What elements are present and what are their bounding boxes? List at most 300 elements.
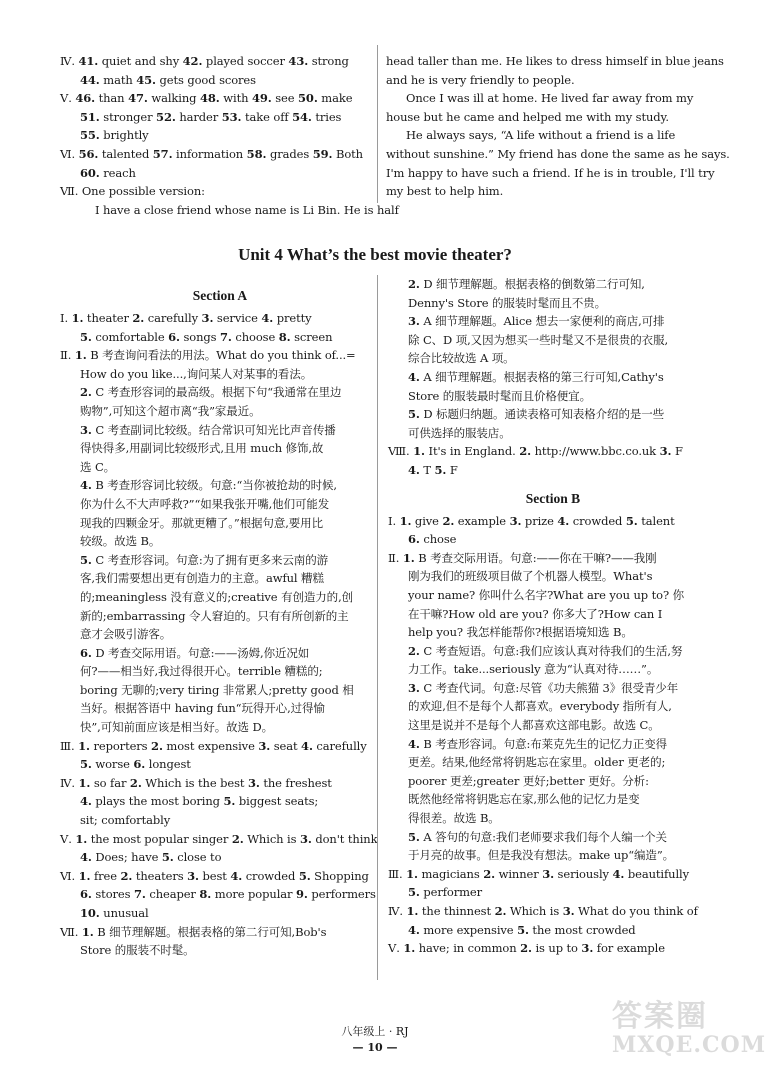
answer-line <box>388 405 718 424</box>
answer-line <box>388 424 718 443</box>
answer-line <box>388 921 718 940</box>
item-number: 41. <box>78 54 99 68</box>
item-number: 2. <box>520 941 532 956</box>
answer-line <box>60 792 380 811</box>
item-number: 6. <box>80 887 92 902</box>
answer-line <box>60 830 380 849</box>
item-number: 54. <box>292 109 312 124</box>
answer-text: talent <box>637 513 675 528</box>
answer-line <box>60 328 380 347</box>
essay-line: and he is very friendly to people. <box>386 72 575 87</box>
item-number: 8. <box>199 887 212 902</box>
answer-text: screen <box>290 329 333 344</box>
item-number: 46. <box>75 91 96 106</box>
item-number: 4. <box>80 850 92 865</box>
watermark-line1: 答案圈 <box>612 999 708 1034</box>
answer-line <box>388 660 718 679</box>
answer-text: prize <box>521 513 558 528</box>
answer-text: Which is the best <box>141 775 248 790</box>
item-number: 3. <box>247 775 260 790</box>
answer-line <box>388 530 718 549</box>
answer-text: harder <box>175 109 222 124</box>
answer-text: close to <box>173 850 222 865</box>
item-number: 2. <box>442 513 455 528</box>
item-number: 56. <box>78 146 99 161</box>
answer-text: B 细节理解题。根据表格的第二行可知,Bob's <box>93 924 327 939</box>
item-number: 57. <box>152 146 173 161</box>
answer-text: the most crowded <box>528 922 636 937</box>
item-number: 3. <box>80 422 92 437</box>
answer-text: http://www.bbc.co.uk <box>531 444 660 459</box>
answer-text: gets good scores <box>155 72 256 87</box>
item-number: 10. <box>80 906 100 920</box>
answer-text: winner <box>495 866 543 881</box>
item-number: 3. <box>581 941 594 956</box>
answer-line <box>388 442 718 461</box>
item-number: 4. <box>80 794 92 809</box>
answer-text: Ⅶ. One possible version: <box>60 184 205 199</box>
answer-line <box>388 549 718 568</box>
essay-line: I'm happy to have such a friend. If he is in trouble, I'll try <box>386 165 715 180</box>
answer-text: Ⅰ. <box>388 513 400 528</box>
answer-text: 当好。根据答语中 having fun“玩得开心,过得愉 <box>80 701 325 716</box>
item-number: 1. <box>75 831 88 846</box>
item-number: 6. <box>80 645 92 660</box>
answer-text: strong <box>308 54 349 68</box>
answer-text: 购物”,可知这个超市离“我”家最近。 <box>80 403 261 418</box>
answer-text: free <box>90 868 121 883</box>
answer-text: 得快得多,用副词比较级形式,且用 much 修饰,故 <box>80 441 324 456</box>
item-number: 5. <box>80 552 92 567</box>
answer-text: your name? 你叫什么名字?What are you up to? 你 <box>408 587 684 602</box>
answer-line <box>388 679 718 698</box>
answer-line <box>60 439 380 458</box>
answer-text: B 考查形容词比较级。句意:“当你被抢劫的时候, <box>91 478 337 493</box>
answer-line <box>60 904 380 923</box>
item-number: 5. <box>408 885 420 900</box>
answer-text: A 答句的句意:我们老师要求我们每个人编一个关 <box>419 829 667 844</box>
answer-line <box>60 346 380 365</box>
answer-text: 的欢迎,但不是每个人都喜欢。everybody 指所有人, <box>408 699 672 714</box>
item-number: 59. <box>312 146 333 161</box>
answer-text: than <box>95 91 129 106</box>
answer-line <box>388 883 718 902</box>
answer-line <box>60 718 380 737</box>
item-number: 1. <box>402 550 415 565</box>
item-number: 1. <box>71 311 84 325</box>
answer-text: Ⅳ. <box>60 775 79 790</box>
item-number: 1. <box>78 738 90 753</box>
answer-text: poorer 更差;greater 更好;better 更好。分析: <box>408 773 649 788</box>
answer-text: best <box>198 868 231 883</box>
answer-text: 新的;embarrassing 令人窘迫的。只有有所创新的主 <box>80 608 349 623</box>
answer-text: talented <box>98 146 153 161</box>
answer-text: the most popular singer <box>87 831 232 846</box>
watermark-logo <box>612 999 766 1061</box>
answer-line <box>60 737 380 756</box>
essay-line: head taller than me. He likes to dress himself in blue jeans <box>386 54 724 68</box>
answer-text: tries <box>311 109 342 124</box>
answer-text: C 考查短语。句意:我们应该认真对待我们的生活,努 <box>419 643 683 658</box>
item-number: 1. <box>413 444 425 459</box>
answer-text: 何?——相当好,我过得很开心。terrible 糟糕的; <box>80 664 323 679</box>
essay-line: my best to help him. <box>386 184 504 199</box>
answer-line <box>60 755 380 774</box>
answer-line <box>60 867 380 886</box>
item-number: 1. <box>74 348 87 363</box>
answer-line <box>60 532 380 551</box>
answer-text: 于月亮的故事。但是我没有想法。make up“编造”。 <box>408 848 675 863</box>
answer-line <box>388 716 718 735</box>
answer-text: Ⅲ. <box>60 738 79 753</box>
answer-text: Ⅱ. <box>60 348 75 363</box>
top-column-divider <box>377 45 378 203</box>
answer-line <box>60 662 380 681</box>
item-number: 4. <box>408 736 420 751</box>
answer-line <box>388 312 718 331</box>
answer-line <box>60 923 380 942</box>
item-number: 4. <box>301 738 313 753</box>
top-left-column <box>60 52 399 219</box>
answer-text: 得很差。故选 B。 <box>408 811 500 826</box>
answer-text: C 考查代词。句意:尽管《功夫熊猫 3》很受青少年 <box>419 680 679 695</box>
answer-line <box>388 790 718 809</box>
answer-line <box>60 551 380 570</box>
item-number: 3. <box>509 513 522 528</box>
answer-line <box>388 697 718 716</box>
item-number: 2. <box>132 311 145 325</box>
answer-text: 在干嘛?How old are you? 你多大了?How can I <box>408 606 663 621</box>
answer-line <box>388 368 718 387</box>
answer-line <box>388 512 718 531</box>
answer-text: seat <box>270 738 302 753</box>
answer-text: Ⅵ. <box>60 868 79 883</box>
item-number: 2. <box>231 831 244 846</box>
item-number: 51. <box>80 109 100 124</box>
answer-text: crowded <box>242 868 299 883</box>
essay-line: house but he came and helped me with my study. <box>386 109 669 124</box>
item-number: 3. <box>187 868 199 883</box>
answer-text: choose <box>231 329 279 344</box>
answer-text: math <box>99 72 137 87</box>
watermark-line2: MXQE.COM <box>612 1032 766 1058</box>
answer-text: 更差。结果,他经常将钥匙忘在家里。older 更老的; <box>408 755 666 770</box>
answer-line <box>60 108 380 127</box>
answer-text: C 考查形容词的最高级。根据下句“我通常在里边 <box>91 385 342 400</box>
answer-text: 现我的四颗金牙。那就更糟了。”根据句意,要用比 <box>80 515 323 530</box>
answer-line <box>60 514 380 533</box>
answer-line <box>388 461 718 480</box>
answer-text: D 细节理解题。根据表格的倒数第二行可知, <box>419 277 645 291</box>
answer-line <box>388 387 718 406</box>
answer-line <box>388 294 718 313</box>
answer-text: songs <box>179 329 221 344</box>
answer-text: Which is <box>243 831 300 846</box>
answer-text: seriously <box>554 866 613 881</box>
answer-text: Ⅴ. <box>388 941 404 956</box>
item-number: 48. <box>200 91 220 106</box>
section-b-answers <box>388 512 718 958</box>
answer-text: Ⅶ. <box>60 924 82 939</box>
item-number: 5. <box>80 757 92 772</box>
answer-text: Ⅷ. <box>388 444 414 459</box>
answer-line <box>388 753 718 772</box>
answer-line <box>388 865 718 884</box>
item-number: 5. <box>161 850 174 865</box>
item-number: 2. <box>151 738 163 753</box>
answer-text: plays the most boring <box>91 794 224 809</box>
answer-line <box>60 126 380 145</box>
answer-text: Ⅳ. <box>388 904 407 918</box>
answer-line <box>388 605 718 624</box>
answer-text: with <box>219 91 252 106</box>
item-number: 7. <box>220 329 232 344</box>
answer-text: C 考查形容词。句意:为了拥有更多来云南的游 <box>91 552 328 567</box>
item-number: 6. <box>408 532 420 547</box>
footer-page-number: — 10 — <box>352 1041 398 1054</box>
answer-text: for example <box>593 941 665 956</box>
answer-line <box>388 623 718 642</box>
answer-text: F <box>671 444 683 459</box>
essay-line: He always says, “A life without a friend is a life <box>406 128 676 143</box>
answer-line <box>60 89 380 108</box>
answer-text: T <box>419 462 435 477</box>
answer-text: grades <box>266 146 313 161</box>
answer-text: 既然他经常将钥匙忘在家,那么他的记忆力是变 <box>408 792 640 807</box>
answer-text: biggest seats; <box>235 794 319 809</box>
answer-text: 较级。故选 B。 <box>80 534 161 549</box>
answer-line <box>60 495 380 514</box>
answer-line <box>388 902 718 921</box>
answer-text: stores <box>91 887 134 902</box>
item-number: 3. <box>201 311 214 325</box>
essay-line: without sunshine.” My friend has done the same as he says. <box>386 146 730 161</box>
answer-text: unusual <box>99 906 149 920</box>
item-number: 5. <box>298 868 311 883</box>
item-number: 5. <box>408 829 420 844</box>
answer-text: worse <box>91 757 134 772</box>
answer-line <box>60 941 380 960</box>
section-a-continued-answers <box>388 275 718 480</box>
answer-text: 可供选择的服装店。 <box>408 425 511 440</box>
answer-text: quiet and shy <box>98 54 183 68</box>
answer-text: Store 的服装不时髦。 <box>80 943 195 958</box>
answer-text: performer <box>419 885 483 900</box>
answer-text: A 细节理解题。根据表格的第三行可知,Cathy's <box>419 369 664 384</box>
answer-text: more popular <box>211 887 296 902</box>
item-number: 2. <box>483 866 496 881</box>
answer-text: Store 的服装最时髦而且价格便宜。 <box>408 388 591 403</box>
answer-text: 刚为我们的班级项目做了个机器人模型。What's <box>408 569 653 584</box>
item-number: 6. <box>133 757 146 772</box>
answer-text: carefully <box>144 311 202 325</box>
item-number: 3. <box>659 444 672 459</box>
answer-text: It's in England. <box>424 444 520 459</box>
answer-text: B 考查交际用语。句意:——你在干嘛?——我刚 <box>414 550 657 565</box>
answer-text: service <box>213 311 262 325</box>
answer-line <box>60 421 380 440</box>
item-number: 2. <box>120 868 133 883</box>
item-number: 53. <box>221 109 242 124</box>
answer-text: walking <box>147 91 200 106</box>
item-number: 5. <box>434 462 447 477</box>
answer-text: Ⅴ. <box>60 91 76 106</box>
item-number: 47. <box>128 91 148 106</box>
answer-line <box>388 586 718 605</box>
answer-line <box>388 642 718 661</box>
answer-text: sit; comfortably <box>80 813 171 828</box>
answer-text: example <box>454 513 510 528</box>
item-number: 42. <box>182 54 203 68</box>
answer-text: so far <box>90 775 130 790</box>
answer-text: 选 C。 <box>80 459 116 474</box>
item-number: 2. <box>494 904 507 918</box>
answer-line <box>60 52 380 71</box>
answer-text: Ⅲ. <box>388 866 407 881</box>
answer-line <box>388 772 718 791</box>
answer-text: D 考查交际用语。句意:——汤姆,你近况如 <box>91 645 310 660</box>
answer-text: crowded <box>569 513 626 528</box>
answer-text: have; in common <box>415 941 521 956</box>
answer-text: reporters <box>89 738 152 753</box>
answer-text: chose <box>419 532 457 547</box>
item-number: 9. <box>296 887 308 902</box>
answer-text: F <box>446 462 458 477</box>
item-number: 2. <box>129 775 142 790</box>
item-number: 1. <box>406 866 418 881</box>
answer-line <box>60 885 380 904</box>
answer-text: theaters <box>132 868 188 883</box>
answer-text: beautifully <box>624 866 690 881</box>
answer-line <box>60 644 380 663</box>
answer-text: Which is <box>506 904 563 918</box>
answer-text: the freshest <box>259 775 332 790</box>
answer-line <box>60 402 380 421</box>
answer-text: Both <box>332 146 363 161</box>
item-number: 4. <box>230 868 243 883</box>
item-number: 58. <box>246 146 267 161</box>
answer-text: Ⅳ. <box>60 54 79 68</box>
answer-text: played soccer <box>202 54 289 68</box>
item-number: 2. <box>519 444 532 459</box>
answer-line <box>60 201 399 220</box>
item-number: 4. <box>261 311 274 325</box>
answer-text: Ⅵ. <box>60 146 79 161</box>
answer-text: 快”,可知前面应该是相当好。故选 D。 <box>80 720 274 735</box>
answer-line <box>60 811 380 830</box>
item-number: 7. <box>133 887 146 902</box>
answer-text: pretty <box>273 311 312 325</box>
answer-line <box>60 476 380 495</box>
item-number: 3. <box>542 866 554 881</box>
section-a-answers <box>60 309 380 960</box>
answer-line <box>60 569 380 588</box>
answer-text: Ⅰ. <box>60 311 72 325</box>
answer-text: Does; have <box>91 850 162 865</box>
answer-text: 这里是说并不是每个人都喜欢这部电影。故选 C。 <box>408 718 660 733</box>
answer-line <box>388 939 718 958</box>
section-a-title: Section A <box>192 288 248 303</box>
answer-text: How do you like...,询问某人对某事的看法。 <box>80 366 313 381</box>
answer-text: B 考查形容词。句意:布莱克先生的记忆力正变得 <box>419 736 668 751</box>
answer-text: give <box>411 513 443 528</box>
answer-line <box>60 164 380 183</box>
answer-text: 的;meaningless 没有意义的;creative 有创造力的,创 <box>80 589 354 604</box>
top-right-column <box>386 52 730 201</box>
right-column <box>388 275 718 958</box>
answer-text: magicians <box>417 866 484 881</box>
item-number: 43. <box>288 54 309 68</box>
answer-line <box>60 458 380 477</box>
item-number: 52. <box>156 109 176 124</box>
answer-text: take off <box>241 109 293 124</box>
answer-text: 意才会吸引游客。 <box>80 627 172 642</box>
answer-text: A 细节理解题。Alice 想去一家便利的商店,可排 <box>419 314 665 329</box>
item-number: 8. <box>278 329 291 344</box>
answer-text: more expensive <box>419 922 518 937</box>
footer-grade: 八年级上 · RJ <box>341 1025 409 1038</box>
item-number: 50. <box>298 91 318 106</box>
answer-text: most expensive <box>162 738 259 753</box>
answer-text: What do you think of <box>574 904 698 918</box>
main-column-divider <box>377 275 378 980</box>
answer-line <box>60 681 380 700</box>
answer-text: 综合比较故选 A 项。 <box>408 351 515 366</box>
answer-line <box>60 848 380 867</box>
answer-line <box>60 588 380 607</box>
item-number: 49. <box>251 91 272 106</box>
item-number: 5. <box>625 513 638 528</box>
item-number: 4. <box>80 478 92 493</box>
item-number: 1. <box>403 941 416 956</box>
answer-text: is up to <box>531 941 582 956</box>
answer-text: don't think <box>311 831 378 846</box>
item-number: 1. <box>78 868 91 883</box>
answer-text: reach <box>99 165 136 180</box>
item-number: 1. <box>81 924 94 939</box>
answer-text: Denny's Store 的服装时髦而且不贵。 <box>408 295 607 310</box>
answer-text: B 考查询问看法的用法。What do you think of...= <box>86 348 356 363</box>
answer-text: see <box>271 91 299 106</box>
item-number: 6. <box>168 329 180 344</box>
answer-line <box>60 607 380 626</box>
answer-text: performers <box>307 887 376 902</box>
answer-line <box>388 846 718 865</box>
answer-text: cheaper <box>145 887 200 902</box>
item-number: 1. <box>406 904 419 918</box>
item-number: 3. <box>258 738 271 753</box>
item-number: 4. <box>612 866 625 881</box>
answer-line <box>388 735 718 754</box>
item-number: 3. <box>562 904 575 918</box>
answer-line <box>388 809 718 828</box>
answer-text: make <box>317 91 353 106</box>
item-number: 55. <box>80 128 100 143</box>
section-a-left-column <box>60 283 380 960</box>
answer-line <box>388 349 718 368</box>
answer-line <box>60 145 380 164</box>
answer-line <box>60 625 380 644</box>
answer-text: the thinnest <box>418 904 495 918</box>
item-number: 2. <box>80 385 92 400</box>
item-number: 5. <box>223 794 236 809</box>
answer-line <box>60 71 380 90</box>
answer-text: Ⅱ. <box>388 550 403 565</box>
item-number: 2. <box>408 277 420 291</box>
answer-text: help you? 我怎样能帮你?根据语境知选 B。 <box>408 625 633 640</box>
answer-text: C 考查副词比较级。结合常识可知光比声音传播 <box>91 422 336 437</box>
answer-line <box>388 828 718 847</box>
